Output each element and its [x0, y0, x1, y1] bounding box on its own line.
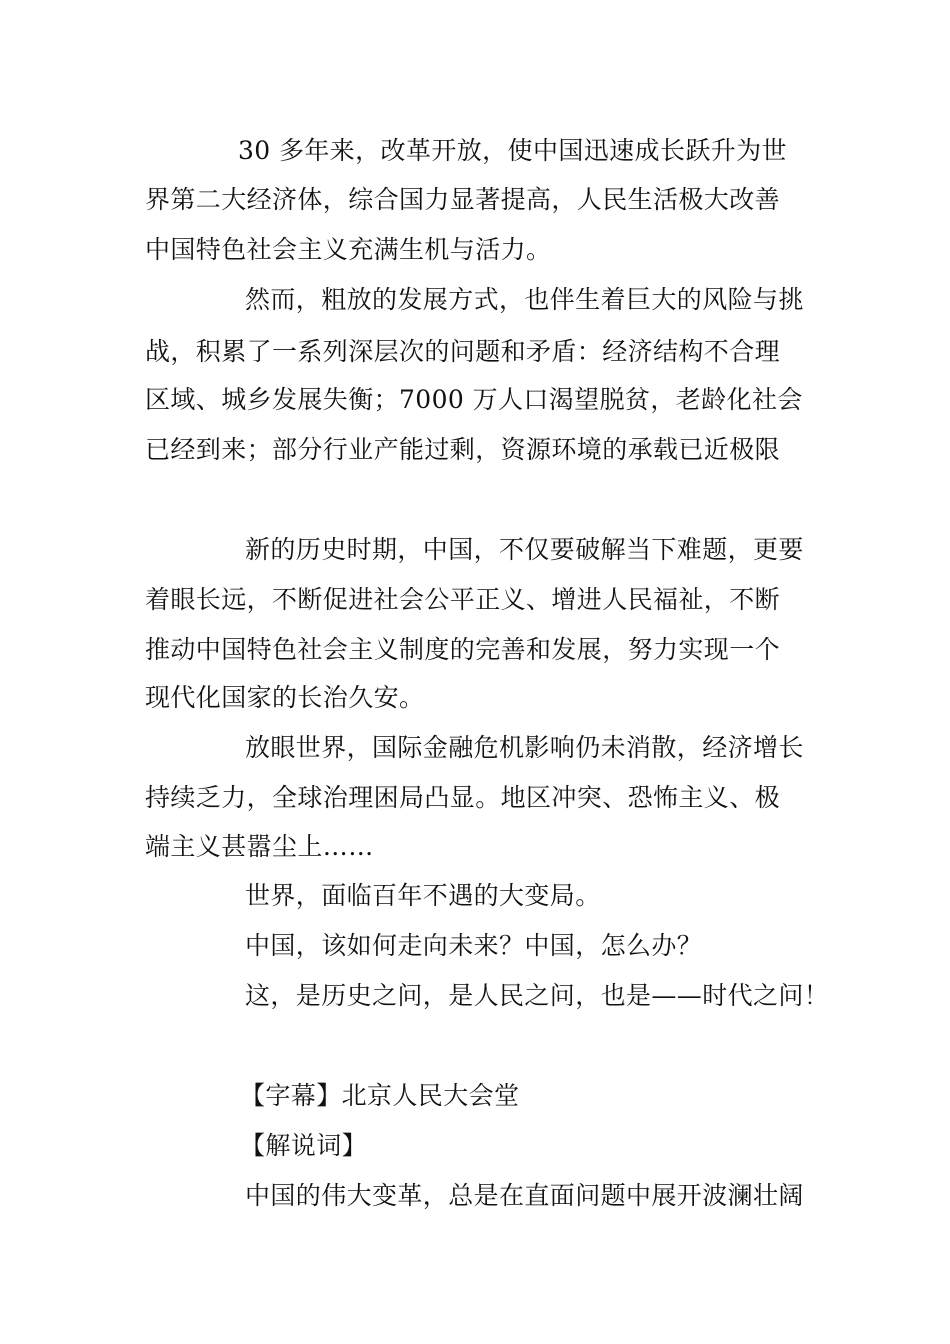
text-line: 战，积累了一系列深层次的问题和矛盾：经济结构不合理: [145, 337, 781, 366]
text-line: 着眼长远，不断促进社会公平正义、增进人民福祉，不断: [145, 585, 781, 614]
text-line: 中国，该如何走向未来？中国，怎么办？: [245, 931, 703, 960]
text-line: 新的历史时期，中国，不仅要破解当下难题，更要: [245, 535, 804, 564]
text-line: 放眼世界，国际金融危机影响仍未消散，经济增长: [245, 733, 804, 762]
text-line: 端主义甚嚣尘上……: [145, 832, 374, 861]
text-line: 现代化国家的长治久安。: [145, 683, 425, 712]
text-line: 中国的伟大变革，总是在直面问题中展开波澜壮阔: [245, 1181, 804, 1210]
narration-label: 【解说词】: [240, 1131, 368, 1160]
text-line: 30 多年来，改革开放，使中国迅速成长跃升为世: [238, 136, 787, 165]
text-line: 已经到来；部分行业产能过剩，资源环境的承载已近极限: [145, 435, 781, 464]
text-line: 推动中国特色社会主义制度的完善和发展，努力实现一个: [145, 635, 781, 664]
text-line: 区域、城乡发展失衡；7000 万人口渴望脱贫，老龄化社会: [145, 385, 803, 414]
caption-label: 【字幕】北京人民大会堂: [240, 1081, 520, 1110]
text-line: 这，是历史之问，是人民之问，也是——时代之问！: [245, 981, 830, 1010]
text-line: 世界，面临百年不遇的大变局。: [245, 881, 601, 910]
text-line: 界第二大经济体，综合国力显著提高，人民生活极大改善: [145, 185, 781, 214]
text-line: 持续乏力，全球治理困局凸显。地区冲突、恐怖主义、极: [145, 783, 781, 812]
text-line: 中国特色社会主义充满生机与活力。: [145, 235, 552, 264]
text-line: 然而，粗放的发展方式，也伴生着巨大的风险与挑: [245, 285, 804, 314]
